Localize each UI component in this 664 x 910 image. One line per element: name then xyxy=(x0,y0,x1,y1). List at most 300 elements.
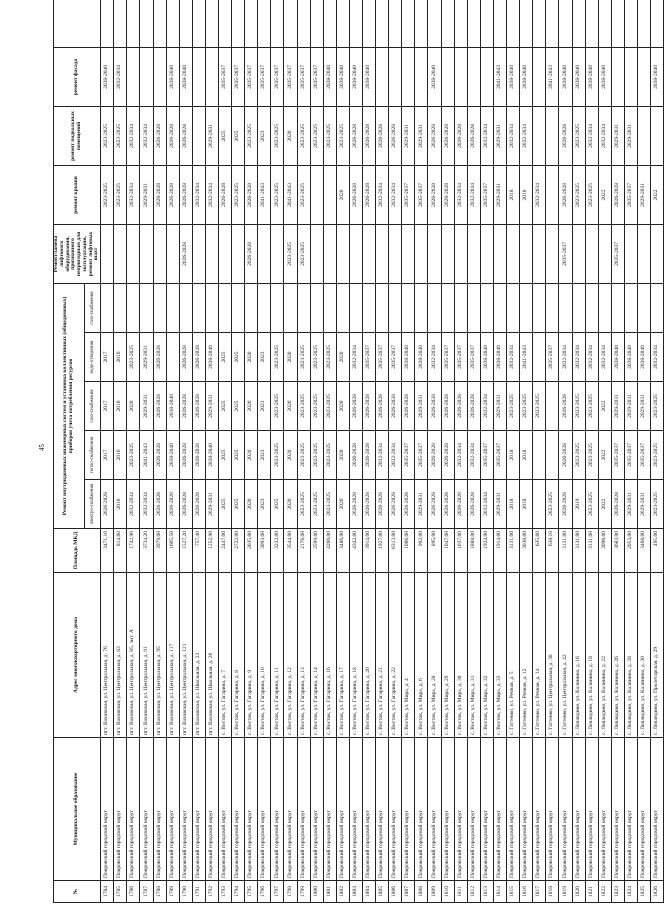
row-number: 1816 xyxy=(520,881,533,903)
basement-cell: 2029-2031 xyxy=(402,106,415,165)
row-number: 1808 xyxy=(415,881,428,903)
header-engineering-group: Ремонт внутридомовых инженерных систем и установка коллективных (общедомовых) приборов учета потребления ресурсов xyxy=(54,283,85,528)
sewer-cell: 2038-2040 xyxy=(480,333,493,382)
basement-cell: 2032-2034 xyxy=(507,106,520,165)
area-cell: 2447,00 xyxy=(218,529,231,573)
area-cell: 1527,20 xyxy=(179,529,192,573)
extra-cell xyxy=(297,0,310,47)
water-cell: 2026-2028 xyxy=(441,382,454,431)
heat-cell xyxy=(533,431,546,480)
row-number: 1817 xyxy=(533,881,546,903)
row-number: 1805 xyxy=(376,881,389,903)
municipality-cell: Покровский городской округ xyxy=(101,738,114,881)
heat-cell: 2035-2037 xyxy=(637,431,650,480)
lift-cell xyxy=(402,224,415,283)
area-cell: 992,00 xyxy=(415,529,428,573)
roof-cell: 2020 xyxy=(336,165,349,224)
extra-cell xyxy=(140,0,153,47)
roof-cell: 2026-2028 xyxy=(363,165,376,224)
address-cell: с. Восток, ул. Гагарина, д. 20 xyxy=(363,573,376,738)
sewer-cell: 2032-2034 xyxy=(559,333,572,382)
area-cell: 495,00 xyxy=(651,529,664,573)
heat-cell: 2023-2025 xyxy=(585,431,598,480)
facade-cell: 2035-2037 xyxy=(297,47,310,106)
electric-cell: 2023 xyxy=(258,480,271,529)
address-cell: с. Восток, ул. Гагарина, д. 11 xyxy=(271,573,284,738)
row-number: 1801 xyxy=(323,881,336,903)
electric-cell: 2025 xyxy=(232,480,245,529)
facade-cell xyxy=(153,47,166,106)
extra-cell xyxy=(114,0,127,47)
row-number: 1784 xyxy=(101,881,114,903)
electric-cell: 2026-2028 xyxy=(428,480,441,529)
address-cell: с. Восток, ул. Гагарина, д. 8 xyxy=(232,573,245,738)
header-basement: ремонт подвальных помещений xyxy=(54,106,101,165)
municipality-cell: Покровский городской округ xyxy=(127,738,140,881)
basement-cell: 2023-2025 xyxy=(271,106,284,165)
electric-cell: 2032-2034 xyxy=(480,480,493,529)
table-row xyxy=(284,0,297,903)
water-cell: 2023 xyxy=(258,382,271,431)
row-number: 1813 xyxy=(480,881,493,903)
roof-cell: 2026-2028 xyxy=(559,165,572,224)
extra-cell xyxy=(153,0,166,47)
table-row xyxy=(127,0,140,903)
gas-cell xyxy=(140,283,153,332)
electric-cell: 2026-2028 xyxy=(153,480,166,529)
table-row xyxy=(611,0,624,903)
heat-cell: 2023 xyxy=(258,431,271,480)
roof-cell: 2026-2028 xyxy=(245,165,258,224)
gas-cell xyxy=(179,283,192,332)
header-roof: ремонт крыши xyxy=(54,165,101,224)
roof-cell xyxy=(310,165,323,224)
row-number: 1785 xyxy=(114,881,127,903)
water-cell: 2023-2025 xyxy=(533,382,546,431)
extra-cell xyxy=(507,0,520,47)
address-cell: с. Лопандино, ул. Калинина, д. 18 xyxy=(585,573,598,738)
basement-cell: 2026-2028 xyxy=(166,106,179,165)
table-body xyxy=(101,0,664,903)
row-number: 1803 xyxy=(349,881,362,903)
address-cell: с. Восток, ул. Гагарина, д. 10 xyxy=(258,573,271,738)
extra-cell xyxy=(179,0,192,47)
heat-cell: 2023-2025 xyxy=(297,431,310,480)
municipality-cell: Покровский городской округ xyxy=(559,738,572,881)
roof-cell: 2023-2025 xyxy=(114,165,127,224)
lift-cell xyxy=(572,224,585,283)
sewer-cell: 2035-2037 xyxy=(363,333,376,382)
lift-cell: 2026-2028 xyxy=(179,224,192,283)
electric-cell: 2019 xyxy=(572,480,585,529)
basement-cell: 2023-2025 xyxy=(336,106,349,165)
electric-cell: 2029-2031 xyxy=(637,480,650,529)
basement-cell: 2023-2025 xyxy=(297,106,310,165)
basement-cell: 2023-2025 xyxy=(114,106,127,165)
table-row xyxy=(454,0,467,903)
gas-cell xyxy=(310,283,323,332)
header-extra xyxy=(54,0,101,47)
sewer-cell: 2035-2037 xyxy=(441,333,454,382)
heat-cell: 2026-2028 xyxy=(192,431,205,480)
address-cell: с. Восток, ул. Мира, д. 33 xyxy=(493,573,506,738)
water-cell: 2020 xyxy=(245,382,258,431)
electric-cell: 2032-2034 xyxy=(140,480,153,529)
basement-cell xyxy=(533,106,546,165)
lift-cell xyxy=(533,224,546,283)
row-number: 1800 xyxy=(310,881,323,903)
row-number: 1794 xyxy=(232,881,245,903)
row-number: 1814 xyxy=(493,881,506,903)
lift-cell xyxy=(598,224,611,283)
address-cell: с. Восток, ул. Гагарина, д. 13 xyxy=(297,573,310,738)
row-number: 1791 xyxy=(192,881,205,903)
electric-cell: 2020 xyxy=(284,480,297,529)
heat-cell: 2017 xyxy=(101,431,114,480)
extra-cell xyxy=(101,0,114,47)
gas-cell xyxy=(192,283,205,332)
address-cell: с. Лопандино, ул. Калинина, д. 16 xyxy=(572,573,585,738)
heat-cell: 2041-2043 xyxy=(140,431,153,480)
water-cell: 2023-2025 xyxy=(507,382,520,431)
header-sub-gas2: газо-снабжения xyxy=(85,283,101,332)
address-cell: с. Гаттенко, ул. Речная, д. 14 xyxy=(533,573,546,738)
water-cell: 2029-2031 xyxy=(637,382,650,431)
header-municipality: Муниципальное образование xyxy=(54,738,101,881)
lift-cell xyxy=(651,224,664,283)
roof-cell: 2026-2028 xyxy=(428,165,441,224)
extra-cell xyxy=(533,0,546,47)
water-cell: 2022 xyxy=(598,382,611,431)
row-number: 1789 xyxy=(166,881,179,903)
electric-cell: 2029-2031 xyxy=(493,480,506,529)
facade-cell xyxy=(480,47,493,106)
address-cell: с. Восток, ул. Мира, д. 31 xyxy=(467,573,480,738)
gas-cell xyxy=(507,283,520,332)
municipality-cell: Покровский городской округ xyxy=(572,738,585,881)
address-cell: с. Восток, ул. Мира, д. 4 xyxy=(402,573,415,738)
water-cell xyxy=(546,382,559,431)
sewer-cell: 2035-2037 xyxy=(376,333,389,382)
gas-cell xyxy=(153,283,166,332)
electric-cell: 2018 xyxy=(520,480,533,529)
row-number: 1804 xyxy=(363,881,376,903)
roof-cell: 2022 xyxy=(598,165,611,224)
electric-cell: 2026-2028 xyxy=(192,480,205,529)
water-cell: 2026-2028 xyxy=(153,382,166,431)
sewer-cell: 2025 xyxy=(218,333,231,382)
address-cell: пгт. Ваховская, ул. Центральная, д. 121 xyxy=(179,573,192,738)
facade-cell xyxy=(205,47,218,106)
sewer-cell: 2020 xyxy=(284,333,297,382)
electric-cell: 2023-2025 xyxy=(546,480,559,529)
municipality-cell: Покровский городской округ xyxy=(389,738,402,881)
table-row xyxy=(363,0,376,903)
gas-cell xyxy=(467,283,480,332)
electric-cell: 2026-2028 xyxy=(402,480,415,529)
address-cell: с. Восток, ул. Гагарина, д. 14 xyxy=(310,573,323,738)
row-number: 1810 xyxy=(441,881,454,903)
area-cell: 4200,00 xyxy=(323,529,336,573)
electric-cell: 2026-2028 xyxy=(467,480,480,529)
facade-cell: 2038-2040 xyxy=(166,47,179,106)
address-cell: с. Гаттенко, ул. Речная, д. 12 xyxy=(520,573,533,738)
address-cell: пгт. Ваховская, ул. Школьная, д. 26 xyxy=(205,573,218,738)
gas-cell xyxy=(205,283,218,332)
row-number: 1799 xyxy=(297,881,310,903)
municipality-cell: Покровский городской округ xyxy=(493,738,506,881)
lift-cell xyxy=(585,224,598,283)
address-cell: с. Восток, ул. Мира, д. 30 xyxy=(454,573,467,738)
row-number: 1826 xyxy=(651,881,664,903)
facade-cell: 2038-2040 xyxy=(428,47,441,106)
sewer-cell: 2038-2040 xyxy=(611,333,624,382)
extra-cell xyxy=(376,0,389,47)
municipality-cell: Покровский городской округ xyxy=(232,738,245,881)
roof-cell: 2026-2028 xyxy=(153,165,166,224)
roof-cell: 2032-2034 xyxy=(389,165,402,224)
row-number: 1811 xyxy=(454,881,467,903)
extra-cell xyxy=(271,0,284,47)
roof-cell: 2023-2025 xyxy=(101,165,114,224)
address-cell: с. Восток, ул. Гагарина, д. 21 xyxy=(376,573,389,738)
row-number: 1823 xyxy=(611,881,624,903)
basement-cell: 2026-2028 xyxy=(349,106,362,165)
gas-cell xyxy=(402,283,415,332)
water-cell: 2023-2025 xyxy=(297,382,310,431)
gas-cell xyxy=(520,283,533,332)
lift-cell xyxy=(637,224,650,283)
table-row xyxy=(153,0,166,903)
gas-cell xyxy=(389,283,402,332)
table-row xyxy=(232,0,245,903)
heat-cell: 2023-2025 xyxy=(323,431,336,480)
facade-cell xyxy=(376,47,389,106)
water-cell: 2023-2025 xyxy=(585,382,598,431)
water-cell: 2023-2025 xyxy=(271,382,284,431)
row-number: 1824 xyxy=(624,881,637,903)
electric-cell xyxy=(533,480,546,529)
header-num: № xyxy=(54,881,101,903)
extra-cell xyxy=(205,0,218,47)
row-number: 1815 xyxy=(507,881,520,903)
lift-cell xyxy=(153,224,166,283)
municipality-cell: Покровский городской округ xyxy=(179,738,192,881)
address-cell: с. Восток, ул. Мира, д. 29 xyxy=(441,573,454,738)
municipality-cell: Покровский городской округ xyxy=(310,738,323,881)
heat-cell: 2023-2025 xyxy=(271,431,284,480)
facade-cell: 2038-2040 xyxy=(585,47,598,106)
electric-cell: 2020 xyxy=(336,480,349,529)
area-cell: 757,40 xyxy=(192,529,205,573)
basement-cell: 2026-2028 xyxy=(467,106,480,165)
gas-cell xyxy=(598,283,611,332)
roof-cell: 2032-2034 xyxy=(467,165,480,224)
table-row xyxy=(205,0,218,903)
water-cell: 2029-2031 xyxy=(624,382,637,431)
table-row xyxy=(572,0,585,903)
heat-cell: 2026-2028 xyxy=(179,431,192,480)
address-cell: с. Гаттенко, ул. Центральная, д. 42 xyxy=(559,573,572,738)
roof-cell: 2029-2031 xyxy=(140,165,153,224)
extra-cell xyxy=(310,0,323,47)
municipality-cell: Покровский городской округ xyxy=(349,738,362,881)
extra-cell xyxy=(637,0,650,47)
lift-cell: 2023-2025 xyxy=(284,224,297,283)
row-number: 1787 xyxy=(140,881,153,903)
address-cell: с. Лопандино, ул. Калинина, д. 26 xyxy=(611,573,624,738)
roof-cell xyxy=(546,165,559,224)
lift-cell xyxy=(363,224,376,283)
gas-cell xyxy=(127,283,140,332)
row-number: 1825 xyxy=(637,881,650,903)
address-cell: с. Восток, ул. Мира, д. 6 xyxy=(415,573,428,738)
lift-cell xyxy=(101,224,114,283)
electric-cell: 2022 xyxy=(598,480,611,529)
facade-cell xyxy=(624,47,637,106)
gas-cell xyxy=(232,283,245,332)
gas-cell xyxy=(651,283,664,332)
extra-cell xyxy=(441,0,454,47)
electric-cell: 2026-2028 xyxy=(389,480,402,529)
row-number: 1796 xyxy=(258,881,271,903)
extra-cell xyxy=(192,0,205,47)
lift-cell xyxy=(258,224,271,283)
extra-cell xyxy=(428,0,441,47)
municipality-cell: Покровский городской округ xyxy=(205,738,218,881)
facade-cell: 2038-2040 xyxy=(179,47,192,106)
heat-cell: 2038-2040 xyxy=(205,431,218,480)
area-cell: 635,60 xyxy=(533,529,546,573)
lift-cell xyxy=(428,224,441,283)
row-number: 1822 xyxy=(598,881,611,903)
basement-cell: 2023-2025 xyxy=(572,106,585,165)
address-cell: пгт. Ваховская, ул. Центральная, д. 76 xyxy=(101,573,114,738)
water-cell: 2038-2040 xyxy=(166,382,179,431)
address-cell: с. Лопандино, ул. Пролетарская, д. 29 xyxy=(651,573,664,738)
roof-cell: 2018 xyxy=(507,165,520,224)
roof-cell: 2032-2034 xyxy=(205,165,218,224)
basement-cell: 2032-2034 xyxy=(598,106,611,165)
area-cell: 3471,10 xyxy=(101,529,114,573)
facade-cell xyxy=(637,47,650,106)
row-number: 1798 xyxy=(284,881,297,903)
roof-cell: 2026-2028 xyxy=(179,165,192,224)
extra-cell xyxy=(467,0,480,47)
water-cell: 2029-2031 xyxy=(493,382,506,431)
water-cell: 2029-2031 xyxy=(611,382,624,431)
municipality-cell: Покровский городской округ xyxy=(323,738,336,881)
municipality-cell: Покровский городской округ xyxy=(114,738,127,881)
area-cell: 1037,00 xyxy=(454,529,467,573)
roof-cell: 2032-2034 xyxy=(376,165,389,224)
municipality-cell: Покровский городской округ xyxy=(533,738,546,881)
sewer-cell: 2020 xyxy=(245,333,258,382)
gas-cell xyxy=(546,283,559,332)
facade-cell xyxy=(192,47,205,106)
sewer-cell: 2038-2040 xyxy=(415,333,428,382)
heat-cell: 2035-2037 xyxy=(402,431,415,480)
area-cell: 1252,90 xyxy=(205,529,218,573)
table-row xyxy=(101,0,114,903)
extra-cell xyxy=(245,0,258,47)
roof-cell: 2022 xyxy=(651,165,664,224)
table-row xyxy=(598,0,611,903)
row-number: 1820 xyxy=(572,881,585,903)
basement-cell: 2026-2028 xyxy=(441,106,454,165)
table-row xyxy=(559,0,572,903)
extra-cell xyxy=(389,0,402,47)
header-area: Площадь МКД xyxy=(54,529,101,573)
basement-cell xyxy=(192,106,205,165)
table-row xyxy=(651,0,664,903)
roof-cell: 2029-2031 xyxy=(493,165,506,224)
table-row xyxy=(480,0,493,903)
gas-cell xyxy=(218,283,231,332)
address-cell: с. Восток, ул. Гагарина, д. 22 xyxy=(389,573,402,738)
water-cell: 2026-2028 xyxy=(179,382,192,431)
area-cell: 3131,00 xyxy=(585,529,598,573)
municipality-cell: Покровский городской округ xyxy=(218,738,231,881)
sewer-cell: 2032-2034 xyxy=(428,333,441,382)
basement-cell: 2029-2031 xyxy=(415,106,428,165)
area-cell: 3979,00 xyxy=(153,529,166,573)
sewer-cell: 2026-2028 xyxy=(179,333,192,382)
area-cell: 2053,00 xyxy=(624,529,637,573)
roof-cell: 2035-2037 xyxy=(480,165,493,224)
area-cell: 2035,00 xyxy=(245,529,258,573)
extra-cell xyxy=(493,0,506,47)
electric-cell: 2026-2028 xyxy=(376,480,389,529)
municipality-cell: Покровский городской округ xyxy=(258,738,271,881)
header-lift: Ремонт/замена лифтового оборудования, признанного непригодным для эксплуатации, ремонт лифтовых шахт xyxy=(54,224,101,283)
area-cell: 1665,50 xyxy=(166,529,179,573)
electric-cell: 2018 xyxy=(507,480,520,529)
extra-cell xyxy=(572,0,585,47)
gas-cell xyxy=(637,283,650,332)
table-row xyxy=(637,0,650,903)
sewer-cell: 2038-2040 xyxy=(205,333,218,382)
heat-cell: 2023-2025 xyxy=(651,431,664,480)
municipality-cell: Покровский городской округ xyxy=(585,738,598,881)
facade-cell xyxy=(533,47,546,106)
roof-cell: 2035-2037 xyxy=(402,165,415,224)
extra-cell xyxy=(611,0,624,47)
municipality-cell: Покровский городской округ xyxy=(271,738,284,881)
gas-cell xyxy=(363,283,376,332)
gas-cell xyxy=(572,283,585,332)
table-row xyxy=(520,0,533,903)
sewer-cell: 2023-2025 xyxy=(271,333,284,382)
sewer-cell xyxy=(166,333,179,382)
facade-cell: 2035-2037 xyxy=(271,47,284,106)
water-cell: 2023-2025 xyxy=(310,382,323,431)
gas-cell xyxy=(428,283,441,332)
facade-cell: 2041-2043 xyxy=(493,47,506,106)
electric-cell: 2023-2025 xyxy=(297,480,310,529)
basement-cell: 2023-2025 xyxy=(245,106,258,165)
municipality-cell: Покровский городской округ xyxy=(336,738,349,881)
area-cell: 4342,00 xyxy=(349,529,362,573)
municipality-cell: Покровский городской округ xyxy=(376,738,389,881)
roof-cell: 2026-2028 xyxy=(441,165,454,224)
row-number: 1818 xyxy=(546,881,559,903)
area-cell: 1924,00 xyxy=(480,529,493,573)
facade-cell: 2038-2040 xyxy=(520,47,533,106)
heat-cell: 2020 xyxy=(245,431,258,480)
extra-cell xyxy=(559,0,572,47)
municipality-cell: Покровский городской округ xyxy=(153,738,166,881)
